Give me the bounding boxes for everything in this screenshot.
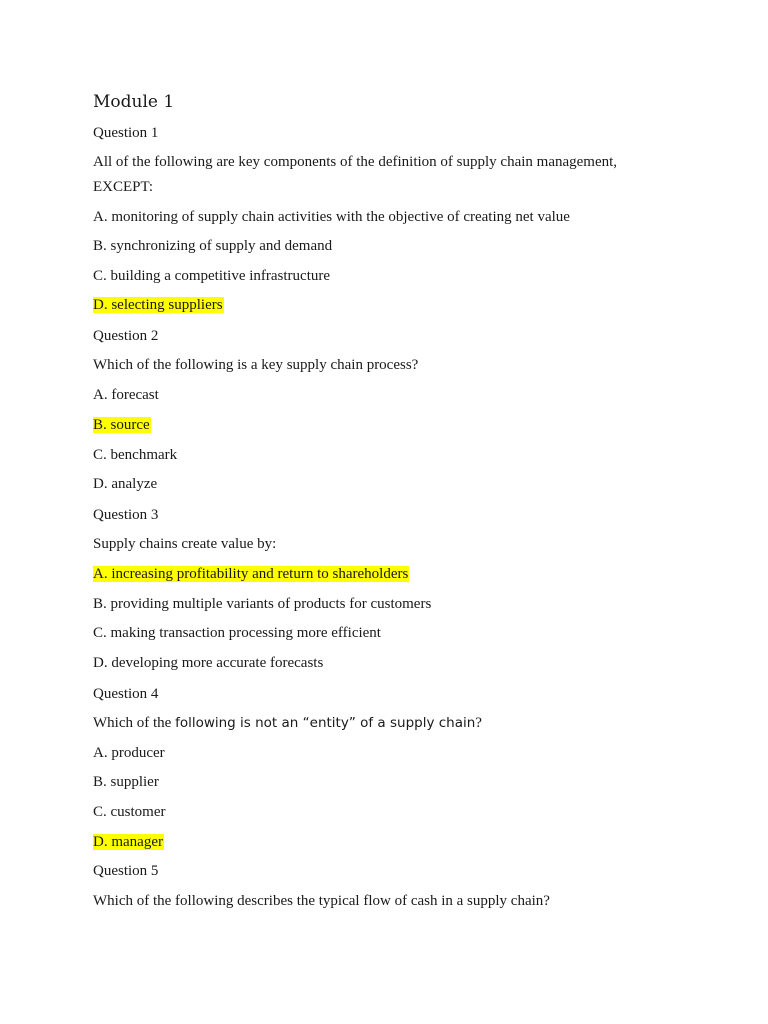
highlighted-answer: D. manager [93,834,163,850]
highlighted-answer: A. increasing profitability and return to shareholders [93,566,409,582]
question-4-prompt [93,713,482,733]
question-1-option-b: B. synchronizing of supply and demand [93,238,333,254]
question-3-option-a [93,564,409,584]
question-3-option-c: C. making transaction processing more efficient [93,625,381,641]
question-4-option-d [93,832,164,852]
question-4-option-c: C. customer [93,804,166,820]
question-4-prompt-part-3: ? [475,715,482,731]
question-4-prompt-part-2: following is not an “entity” of a supply chain [175,715,476,731]
question-5-prompt: Which of the following describes the typical flow of cash in a supply chain? [93,893,550,909]
question-3-label: Question 3 [93,507,159,523]
highlighted-answer: D. selecting suppliers [93,297,223,313]
question-4-prompt-part-1: Which of the [93,715,176,731]
question-1-prompt-line-2: EXCEPT: [93,179,154,195]
question-3-prompt: Supply chains create value by: [93,536,277,552]
question-4-label: Question 4 [93,686,159,702]
question-2-option-c: C. benchmark [93,447,178,463]
question-4-option-b: B. supplier [93,774,159,790]
question-2-option-b [93,415,151,435]
question-4-option-a: A. producer [93,745,165,761]
highlighted-answer: B. source [93,417,150,433]
question-1-option-a: A. monitoring of supply chain activities with the objective of creating net value [93,209,570,225]
question-1-label: Question 1 [93,125,159,141]
module-title: Module 1 [93,92,175,112]
question-2-prompt: Which of the following is a key supply chain process? [93,357,419,373]
question-1-prompt-line-1: All of the following are key components of the definition of supply chain management, [93,154,618,170]
question-5-label: Question 5 [93,863,159,879]
question-3-option-b: B. providing multiple variants of products for customers [93,596,432,612]
question-1-option-c: C. building a competitive infrastructure [93,268,331,284]
question-2-option-d: D. analyze [93,476,158,492]
question-1-option-d [93,295,224,315]
question-2-label: Question 2 [93,328,159,344]
question-3-option-d: D. developing more accurate forecasts [93,655,324,671]
question-2-option-a: A. forecast [93,387,159,403]
